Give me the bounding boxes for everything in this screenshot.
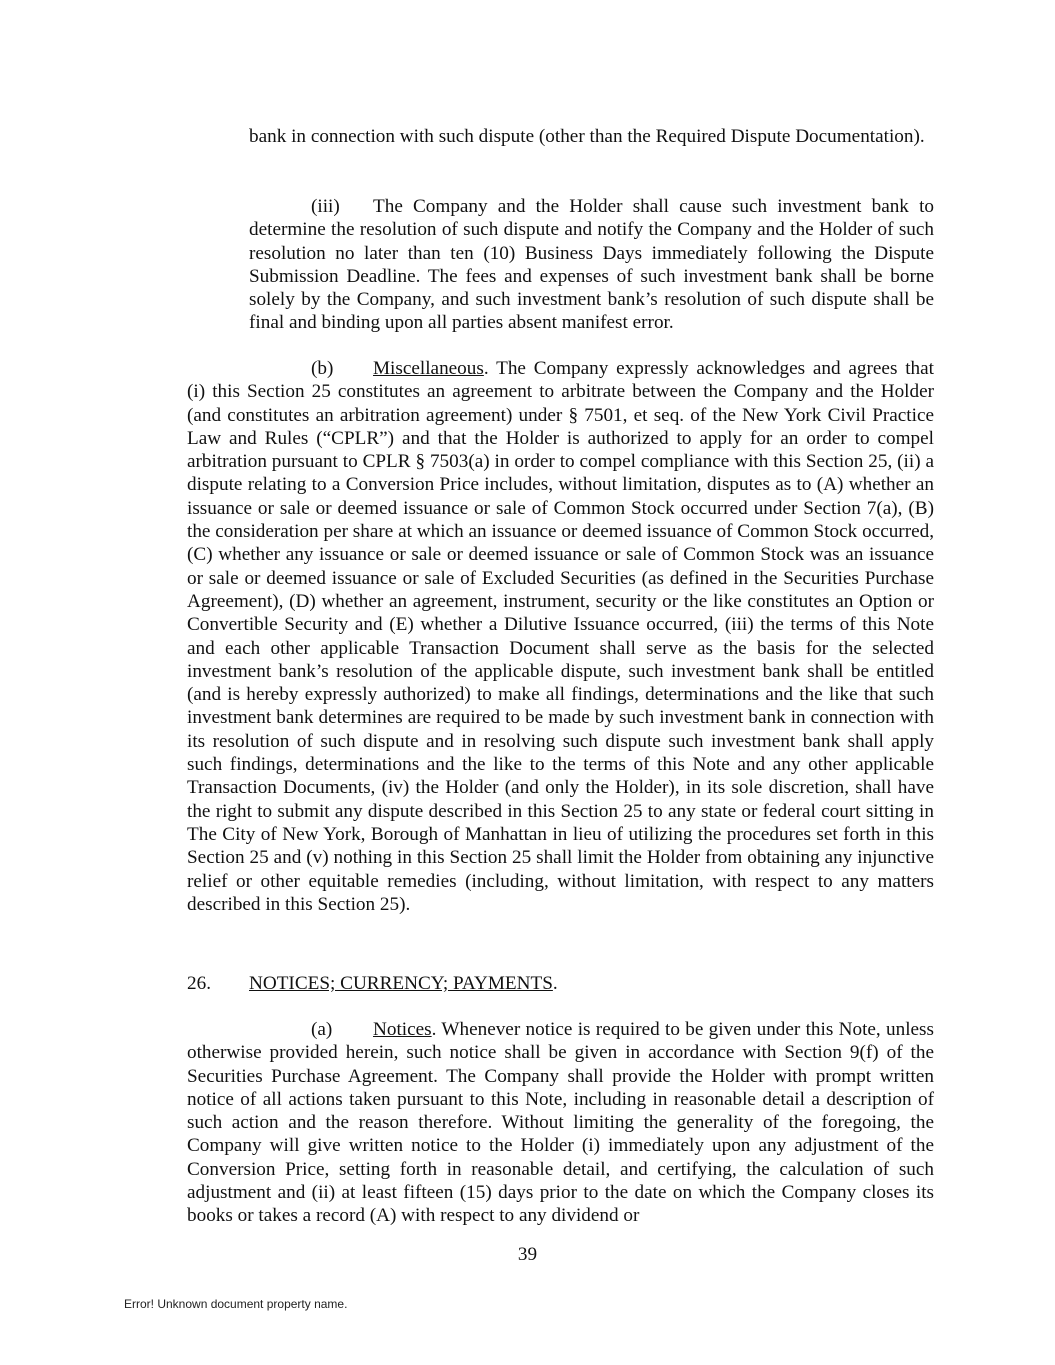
paragraph-a-text: . Whenever notice is required to be given under this Note, unless otherwise provided herein, such notice shall be given in accordance with Section 9(f) of the Securities Purchase Agreement. The Company shall provide the Holder with prompt written notice of all actions taken pursuant to this Note, including in reasonable detail a description of such action and the reason therefore. Without limiting the generality of the foregoing, the Company will give written notice to the Holder (i) immediately upon any adjustment of the Conversion Price, setting forth in reasonable detail, and certifying, the calculation of such adjustment and (ii) at least fifteen (15) days prior to the date on which the Company closes its books or takes a record (A) with respect to any dividend or [187,1019,934,1227]
paragraph-b-title: Miscellaneous [373,358,484,379]
paragraph-b [187,357,934,916]
section-26-number: 26. [187,973,211,994]
paragraph-a [187,1018,934,1228]
section-26-title: NOTICES; CURRENCY; PAYMENTS [249,973,553,994]
page-number: 39 [517,1244,538,1265]
paragraph-a-label: (a) [311,1019,333,1040]
paragraph-a-title: Notices [373,1019,432,1040]
paragraph-continuation [249,125,934,148]
paragraph-iii-label: (iii) [311,196,340,217]
section-26-period: . [552,973,558,994]
paragraph-iii-text: The Company and the Holder shall cause such investment bank to determine the resolution of such dispute and notify the Company and the Holder of such resolution no later than ten (10) Business Days immediately following the Dispute Submission Deadline. The fees and expenses of such investment bank shall be borne solely by the Company, and such investment bank’s resolution of such dispute shall be final and binding upon all parties absent manifest error. [249,196,934,334]
section-26-heading [187,972,934,995]
paragraph-b-label: (b) [311,358,334,379]
paragraph-b-text: . The Company expressly acknowledges and agrees that (i) this Section 25 constitutes an agreement to arbitrate between the Company and the Holder (and constitutes an arbitration agreement) under § 7501, et seq. of the New York Civil Practice Law and Rules (“CPLR”) and that the Holder is authorized to apply for an order to compel arbitration pursuant to CPLR § 7503(a) in order to compel compliance with this Section 25, (ii) a dispute relating to a Conversion Price includes, without limitation, disputes as to (A) whether an issuance or sale or deemed issuance or sale of Common Stock occurred under Section 7(a), (B) the consideration per share at which an issuance or deemed issuance of Common Stock occurred, (C) whether any issuance or sale or deemed issuance or sale of Common Stock was an issuance or sale or deemed issuance or sale of Excluded Securities (as defined in the Securities Purchase Agreement), (D) whether an agreement, instrument, security or the like constitutes an Option or Convertible Security and (E) whether a Dilutive Issuance occurred, (iii) the terms of this Note and each other applicable Transaction Document shall serve as the basis for the selected investment bank’s resolution of the applicable dispute, such investment bank shall be entitled (and is hereby expressly authorized) to make all findings, determinations and the like that such investment bank determines are required to be made by such investment bank in connection with its resolution of such dispute and in resolving such dispute such investment bank shall apply such findings, determinations and the like to the terms of this Note and any other applicable Transaction Documents, (iv) the Holder (and only the Holder), in its sole discretion, shall have the right to submit any dispute described in this Section 25 to any state or federal court sitting in The City of New York, Borough of Manhattan in lieu of utilizing the procedures set forth in this Section 25 and (v) nothing in this Section 25 shall limit the Holder from obtaining any injunctive relief or other equitable remedies (including, without limitation, with respect to any matters described in this Section 25). [187,358,934,915]
paragraph-continuation-text: bank in connection with such dispute (other than the Required Dispute Documentation). [249,126,925,147]
footer-note: Error! Unknown document property name. [124,1297,348,1311]
paragraph-iii [249,195,934,335]
